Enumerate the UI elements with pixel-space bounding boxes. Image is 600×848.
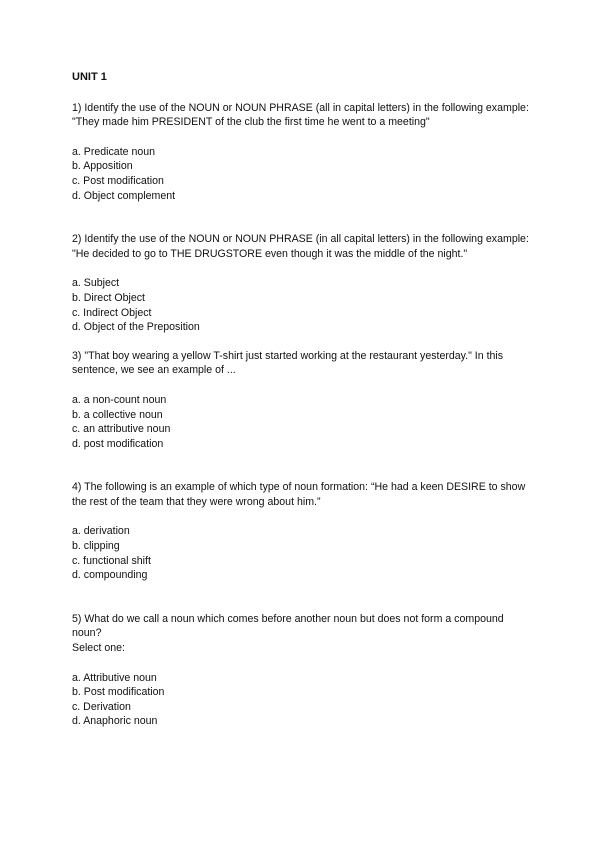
question-1-option-b: b. Apposition xyxy=(72,160,133,173)
question-3-options xyxy=(72,393,532,451)
question-3-option-a: a. a non-count noun xyxy=(72,393,167,406)
question-3-option-d: d. post modification xyxy=(72,437,164,450)
question-5-option-d: d. Anaphoric noun xyxy=(72,715,158,728)
question-1-stem: 1) Identify the use of the NOUN or NOUN PHRASE (all in capital letters) in the following example: "They made him PRESIDENT of the club the first time he went to a meeting" xyxy=(72,101,529,129)
document-page xyxy=(72,70,532,729)
question-1-options xyxy=(72,145,532,203)
question-5-option-a: a. Attributive noun xyxy=(72,671,157,684)
spacer xyxy=(72,335,532,349)
question-4-option-b: b. clipping xyxy=(72,540,120,553)
question-4-option-c: c. functional shift xyxy=(72,554,151,567)
question-3-option-b: b. a collective noun xyxy=(72,408,163,421)
question-4-option-d: d. compounding xyxy=(72,569,148,582)
question-5-options xyxy=(72,671,532,729)
spacer xyxy=(72,583,532,612)
question-2-options xyxy=(72,276,532,334)
question-3-stem: 3) "That boy wearing a yellow T-shirt just started working at the restaurant yesterday." In this sentence, we see an example of ... xyxy=(72,349,504,377)
question-4-options xyxy=(72,524,532,582)
spacer xyxy=(72,451,532,480)
question-2-option-c: c. Indirect Object xyxy=(72,306,152,319)
unit-title: UNIT 1 xyxy=(72,71,107,83)
question-2-option-a: a. Subject xyxy=(72,277,120,290)
question-4-stem: 4) The following is an example of which type of noun formation: “He had a keen DESIRE to show the rest of the team that they were wrong about him.” xyxy=(72,481,526,508)
question-5-option-c: c. Derivation xyxy=(72,700,131,713)
question-2-option-d: d. Object of the Preposition xyxy=(72,321,200,334)
question-5-stem: 5) What do we call a noun which comes before another noun but does not form a compound noun? xyxy=(72,612,504,640)
question-1-option-c: c. Post modification xyxy=(72,174,164,187)
question-1-option-d: d. Object complement xyxy=(72,189,176,202)
question-5 xyxy=(72,612,532,729)
question-5-option-b: b. Post modification xyxy=(72,686,165,699)
question-4-option-a: a. derivation xyxy=(72,525,130,538)
question-1-option-a: a. Predicate noun xyxy=(72,145,156,158)
question-1 xyxy=(72,101,532,204)
question-4 xyxy=(72,480,532,583)
question-5-instruction: Select one: xyxy=(72,642,126,655)
question-2-stem: 2) Identify the use of the NOUN or NOUN PHRASE (in all capital letters) in the following example: "He decided to go to THE DRUGSTORE even though it was the middle of the night." xyxy=(72,233,529,260)
question-2-option-b: b. Direct Object xyxy=(72,291,146,304)
question-2 xyxy=(72,232,532,335)
question-3 xyxy=(72,349,532,452)
question-3-option-c: c. an attributive noun xyxy=(72,423,171,436)
spacer xyxy=(72,203,532,232)
